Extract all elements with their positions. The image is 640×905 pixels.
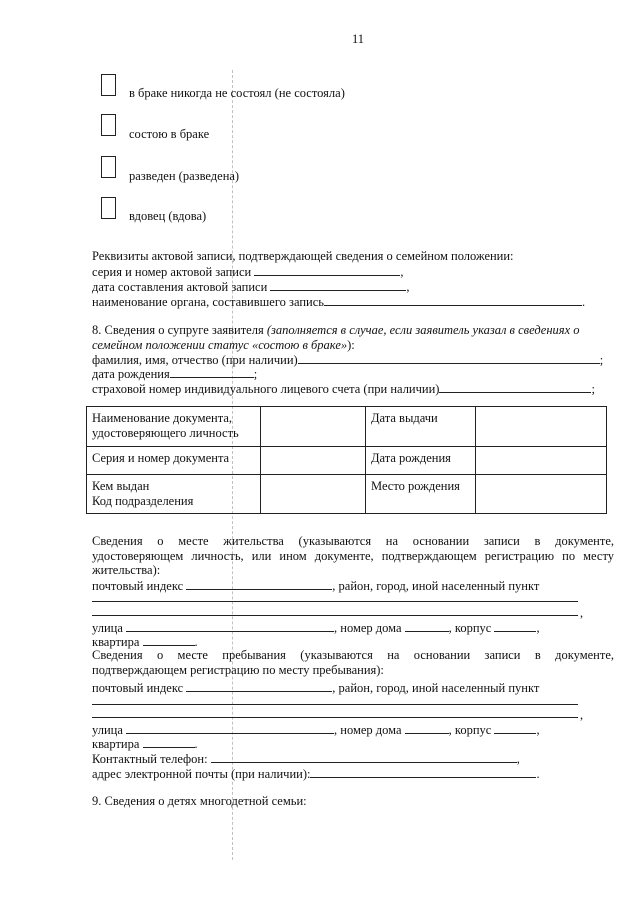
option-widowed-label: вдовец (вдова)	[129, 209, 207, 223]
page-number: 11	[352, 32, 365, 46]
stay-block-field[interactable]	[494, 722, 536, 734]
spouse-birth-row	[92, 366, 257, 382]
residence-house-label: , номер дома	[334, 621, 402, 635]
stay-intro-line1: Сведения о месте пребывания (указываются на основании записи в документе,	[92, 648, 614, 662]
dept-code-text: Код подразделения	[92, 494, 194, 508]
stay-flat-label: квартира	[92, 737, 140, 751]
doc-name-value[interactable]	[261, 407, 366, 447]
stay-flat-field[interactable]	[143, 736, 195, 748]
record-date-field[interactable]	[270, 279, 406, 291]
checkbox-married[interactable]	[101, 114, 116, 136]
option-never-married-label: в браке никогда не состоял (не состояла)	[129, 86, 345, 100]
residence-house-field[interactable]	[405, 620, 449, 632]
stay-postal-field[interactable]	[186, 680, 332, 692]
birth-place-label: Место рождения	[366, 475, 476, 514]
residence-locality-label: , район, город, иной населенный пункт	[332, 579, 540, 593]
checkbox-never-married[interactable]	[101, 74, 116, 96]
stay-house-label: , номер дома	[334, 723, 402, 737]
stay-locality-comma: ,	[580, 708, 584, 722]
issued-by-text: Кем выдан	[92, 479, 150, 493]
residence-flat-field[interactable]	[143, 634, 195, 646]
stay-street-field[interactable]	[126, 722, 334, 734]
spouse-birth-label: дата рождения	[92, 367, 170, 381]
stay-house-field[interactable]	[405, 722, 449, 734]
section8-note-line1: (заполняется в случае, если заявитель указал в сведениях о	[266, 323, 580, 337]
spouse-fio-label: фамилия, имя, отчество (при наличии)	[92, 353, 298, 367]
spouse-snils-label: страховой номер индивидуального лицевого счета (при наличии)	[92, 382, 440, 396]
stay-locality-line2[interactable]	[92, 717, 578, 718]
spouse-snils-row	[92, 381, 595, 397]
residence-postal-label: почтовый индекс	[92, 579, 184, 593]
section8-note-row	[92, 338, 355, 353]
stay-flat-dot: .	[194, 737, 198, 751]
residence-locality-line2[interactable]	[92, 615, 578, 616]
table-row	[87, 447, 607, 475]
doc-name-label: Наименование документа, удостоверяющего личность	[87, 407, 261, 447]
contact-email-dot: .	[536, 767, 540, 781]
contact-email-row	[92, 766, 540, 782]
residence-postal-field[interactable]	[186, 578, 332, 590]
section8-note-line2: семейном положении статус «состою в браке»	[92, 338, 348, 352]
contact-email-field[interactable]	[310, 766, 536, 778]
contact-phone-field[interactable]	[211, 751, 517, 763]
record-series-label: серия и номер актовой записи	[92, 265, 252, 279]
contact-email-label: адрес электронной почты (при наличии):	[92, 767, 311, 781]
residence-flat-dot: .	[194, 635, 198, 649]
contact-phone-row	[92, 751, 520, 767]
option-married-label: состою в браке	[129, 127, 210, 141]
residence-street-field[interactable]	[126, 620, 334, 632]
section9-title: 9. Сведения о детях многодетной семьи:	[92, 794, 307, 808]
record-organ-dot: .	[581, 295, 586, 309]
record-date-row	[92, 279, 410, 295]
residence-street-label: улица	[92, 621, 123, 635]
contact-phone-comma: ,	[516, 752, 520, 766]
doc-series-value[interactable]	[261, 447, 366, 475]
table-row	[87, 475, 607, 514]
record-organ-row	[92, 294, 585, 310]
spouse-birth-semicolon: ;	[253, 367, 258, 381]
stay-locality-line[interactable]	[92, 704, 578, 705]
issue-date-label: Дата выдачи	[366, 407, 476, 447]
option-divorced-label: разведен (разведена)	[129, 169, 240, 183]
residence-flat-label: квартира	[92, 635, 140, 649]
record-series-field[interactable]	[254, 264, 400, 276]
spouse-birth-field[interactable]	[170, 366, 254, 378]
stay-flat-row	[92, 736, 198, 752]
record-organ-label: наименование органа, составившего запись	[92, 295, 324, 309]
stay-block-comma: ,	[536, 723, 540, 737]
spouse-fio-semicolon: ;	[599, 353, 604, 367]
residence-block-field[interactable]	[494, 620, 536, 632]
stay-postal-row	[92, 680, 539, 696]
birth-date-value[interactable]	[476, 447, 607, 475]
spouse-fio-field[interactable]	[298, 352, 600, 364]
residence-block-comma: ,	[536, 621, 540, 635]
stay-street-label: улица	[92, 723, 123, 737]
residence-intro-line1: Сведения о месте жительства (указываются на основании записи в документе,	[92, 534, 614, 548]
birth-place-value[interactable]	[476, 475, 607, 514]
spouse-snils-field[interactable]	[439, 381, 591, 393]
identity-document-table	[86, 406, 607, 514]
residence-intro-line3: жительства):	[92, 563, 161, 577]
record-series-row	[92, 264, 404, 280]
record-date-label: дата составления актовой записи	[92, 280, 268, 294]
contact-phone-label: Контактный телефон:	[92, 752, 208, 766]
record-heading: Реквизиты актовой записи, подтверждающей сведения о семейном положении:	[92, 249, 514, 263]
checkbox-divorced[interactable]	[101, 156, 116, 178]
issue-date-value[interactable]	[476, 407, 607, 447]
stay-intro-line2: подтверждающем регистрацию по месту пребывания):	[92, 663, 384, 677]
issued-by-value[interactable]	[261, 475, 366, 514]
residence-intro-line2: удостоверяющем личность, или ином документе, подтверждающем регистрацию по месту	[92, 549, 614, 563]
spouse-snils-semicolon: ;	[591, 382, 595, 396]
record-organ-field[interactable]	[324, 294, 582, 306]
record-date-comma: ,	[406, 280, 410, 294]
stay-block-label: , корпус	[448, 723, 492, 737]
section8-note-end: ):	[347, 338, 355, 352]
section8-title-row	[92, 323, 580, 338]
checkbox-widowed[interactable]	[101, 197, 116, 219]
doc-series-label: Серия и номер документа	[87, 447, 261, 475]
residence-locality-comma: ,	[580, 606, 584, 620]
table-row	[87, 407, 607, 447]
record-series-comma: ,	[400, 265, 404, 279]
residence-postal-row	[92, 578, 539, 594]
issued-by-label	[87, 475, 261, 514]
residence-block-label: , корпус	[448, 621, 492, 635]
stay-locality-label: , район, город, иной населенный пункт	[332, 681, 540, 695]
residence-locality-line[interactable]	[92, 601, 578, 602]
birth-date-label: Дата рождения	[366, 447, 476, 475]
section8-title: 8. Сведения о супруге заявителя	[92, 323, 264, 337]
stay-postal-label: почтовый индекс	[92, 681, 184, 695]
